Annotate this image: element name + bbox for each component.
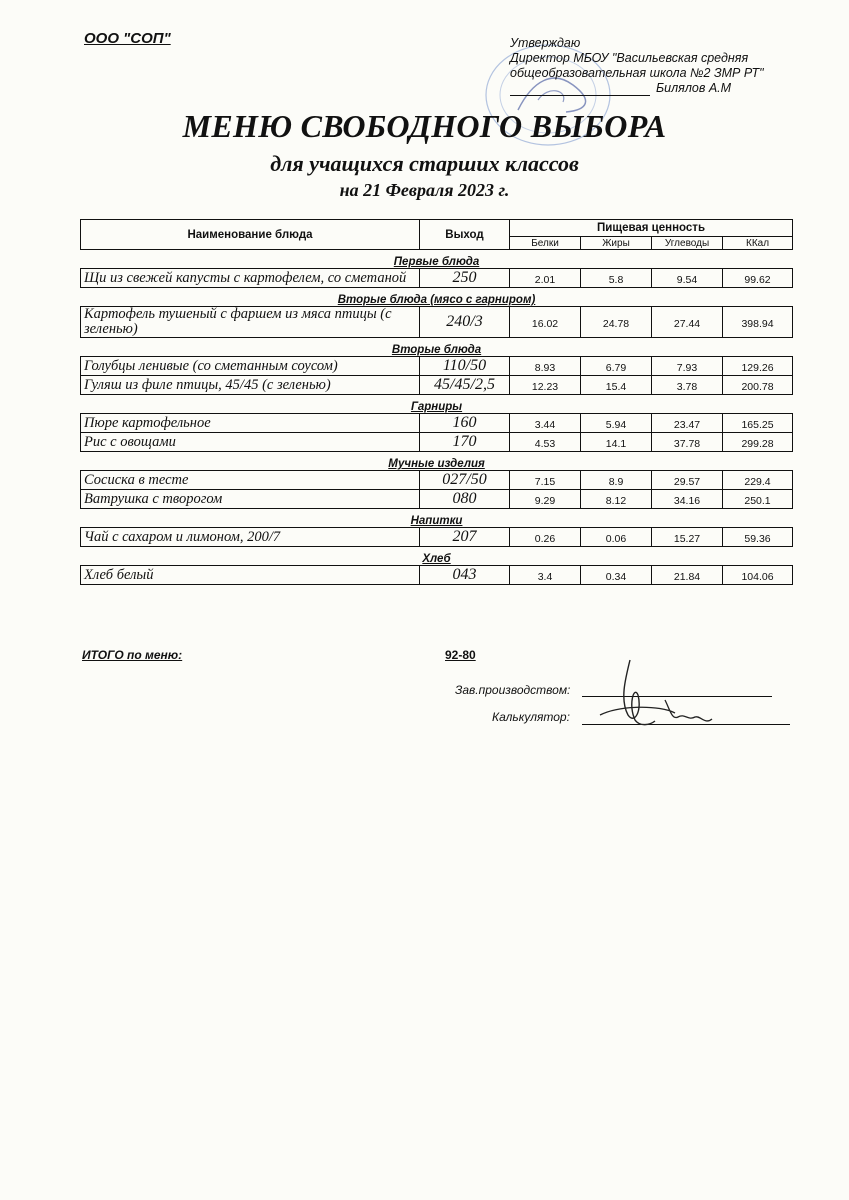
dish-kcal: 165.25	[723, 414, 793, 433]
header-dish-name: Наименование блюда	[81, 220, 420, 250]
production-manager-label: Зав.производством:	[455, 683, 571, 697]
table-row	[81, 490, 793, 509]
table-row	[81, 376, 793, 395]
section-header	[81, 547, 793, 566]
dish-fat: 5.94	[581, 414, 652, 433]
table-row	[81, 414, 793, 433]
table-row	[81, 566, 793, 585]
dish-output: 240/3	[420, 307, 510, 338]
dish-output: 027/50	[420, 471, 510, 490]
dish-carbs: 3.78	[652, 376, 723, 395]
dish-protein: 7.15	[510, 471, 581, 490]
dish-output: 170	[420, 433, 510, 452]
dish-kcal: 200.78	[723, 376, 793, 395]
dish-name: Рис с овощами	[81, 433, 420, 452]
menu-table	[80, 219, 792, 585]
section-header	[81, 395, 793, 414]
dish-protein: 16.02	[510, 307, 581, 338]
dish-output: 45/45/2,5	[420, 376, 510, 395]
header-carbs: Углеводы	[652, 237, 723, 250]
dish-kcal: 99.62	[723, 269, 793, 288]
dish-carbs: 27.44	[652, 307, 723, 338]
menu-subtitle: для учащихся старших классов	[270, 151, 579, 176]
total-value: 92-80	[445, 648, 476, 662]
handwritten-signature	[580, 655, 730, 740]
dish-kcal: 59.36	[723, 528, 793, 547]
header-nutrition: Пищевая ценность	[510, 220, 793, 237]
dish-name: Чай с сахаром и лимоном, 200/7	[81, 528, 420, 547]
dish-output: 110/50	[420, 357, 510, 376]
dish-name: Гуляш из филе птицы, 45/45 (с зеленью)	[81, 376, 420, 395]
dish-fat: 6.79	[581, 357, 652, 376]
menu-date: на 21 Февраля 2023 г.	[339, 180, 510, 200]
header-protein: Белки	[510, 237, 581, 250]
dish-fat: 5.8	[581, 269, 652, 288]
dish-kcal: 299.28	[723, 433, 793, 452]
total-label: ИТОГО по меню:	[82, 648, 183, 662]
menu-title: МЕНЮ СВОБОДНОГО ВЫБОРА	[182, 108, 667, 144]
dish-fat: 8.12	[581, 490, 652, 509]
dish-carbs: 37.78	[652, 433, 723, 452]
dish-output: 160	[420, 414, 510, 433]
section-header	[81, 452, 793, 471]
dish-protein: 3.4	[510, 566, 581, 585]
calculator-label: Калькулятор:	[492, 710, 570, 724]
approval-position: Директор МБОУ "Васильевская средняя	[510, 51, 749, 65]
dish-fat: 0.06	[581, 528, 652, 547]
dish-kcal: 129.26	[723, 357, 793, 376]
dish-name: Пюре картофельное	[81, 414, 420, 433]
dish-protein: 2.01	[510, 269, 581, 288]
dish-protein: 3.44	[510, 414, 581, 433]
dish-fat: 8.9	[581, 471, 652, 490]
dish-name: Щи из свежей капусты с картофелем, со сметаной	[81, 269, 420, 288]
section-title: Мучные изделия	[388, 458, 485, 470]
dish-carbs: 7.93	[652, 357, 723, 376]
dish-fat: 24.78	[581, 307, 652, 338]
table-row	[81, 471, 793, 490]
section-header	[81, 338, 793, 357]
dish-carbs: 34.16	[652, 490, 723, 509]
dish-fat: 14.1	[581, 433, 652, 452]
dish-carbs: 21.84	[652, 566, 723, 585]
section-header	[81, 288, 793, 307]
dish-fat: 0.34	[581, 566, 652, 585]
section-title: Гарниры	[410, 401, 463, 413]
dish-protein: 9.29	[510, 490, 581, 509]
section-header	[81, 250, 793, 269]
dish-fat: 15.4	[581, 376, 652, 395]
approval-signer: Билялов А.М	[656, 81, 732, 95]
dish-protein: 8.93	[510, 357, 581, 376]
dish-name: Картофель тушеный с фаршем из мяса птицы (с зеленью)	[81, 307, 420, 338]
header-output: Выход	[420, 220, 510, 250]
dish-carbs: 9.54	[652, 269, 723, 288]
dish-kcal: 229.4	[723, 471, 793, 490]
dish-carbs: 15.27	[652, 528, 723, 547]
section-title: Первые блюда	[393, 256, 480, 268]
dish-name: Сосиска в тесте	[81, 471, 420, 490]
dish-output: 043	[420, 566, 510, 585]
section-title: Напитки	[410, 515, 463, 527]
dish-name: Голубцы ленивые (со сметанным соусом)	[81, 357, 420, 376]
dish-protein: 0.26	[510, 528, 581, 547]
dish-name: Ватрушка с творогом	[81, 490, 420, 509]
dish-output: 207	[420, 528, 510, 547]
dish-name: Хлеб белый	[81, 566, 420, 585]
section-title: Хлеб	[422, 553, 451, 565]
dish-kcal: 104.06	[723, 566, 793, 585]
table-row	[81, 307, 793, 338]
dish-protein: 12.23	[510, 376, 581, 395]
section-header	[81, 509, 793, 528]
approval-block	[510, 36, 764, 96]
organization-name: ООО "СОП"	[84, 30, 171, 47]
header-fat: Жиры	[581, 237, 652, 250]
dish-output: 080	[420, 490, 510, 509]
table-row	[81, 269, 793, 288]
table-row	[81, 433, 793, 452]
approval-school: общеобразовательная школа №2 ЗМР РТ"	[510, 66, 764, 80]
dish-carbs: 29.57	[652, 471, 723, 490]
approval-heading: Утверждаю	[510, 36, 581, 50]
dish-output: 250	[420, 269, 510, 288]
dish-kcal: 398.94	[723, 307, 793, 338]
table-row	[81, 357, 793, 376]
approval-signature-line	[510, 84, 650, 96]
dish-carbs: 23.47	[652, 414, 723, 433]
header-kcal: ККал	[723, 237, 793, 250]
table-row	[81, 528, 793, 547]
section-title: Вторые блюда (мясо с гарниром)	[337, 294, 536, 306]
section-title: Вторые блюда	[391, 344, 482, 356]
dish-protein: 4.53	[510, 433, 581, 452]
dish-kcal: 250.1	[723, 490, 793, 509]
